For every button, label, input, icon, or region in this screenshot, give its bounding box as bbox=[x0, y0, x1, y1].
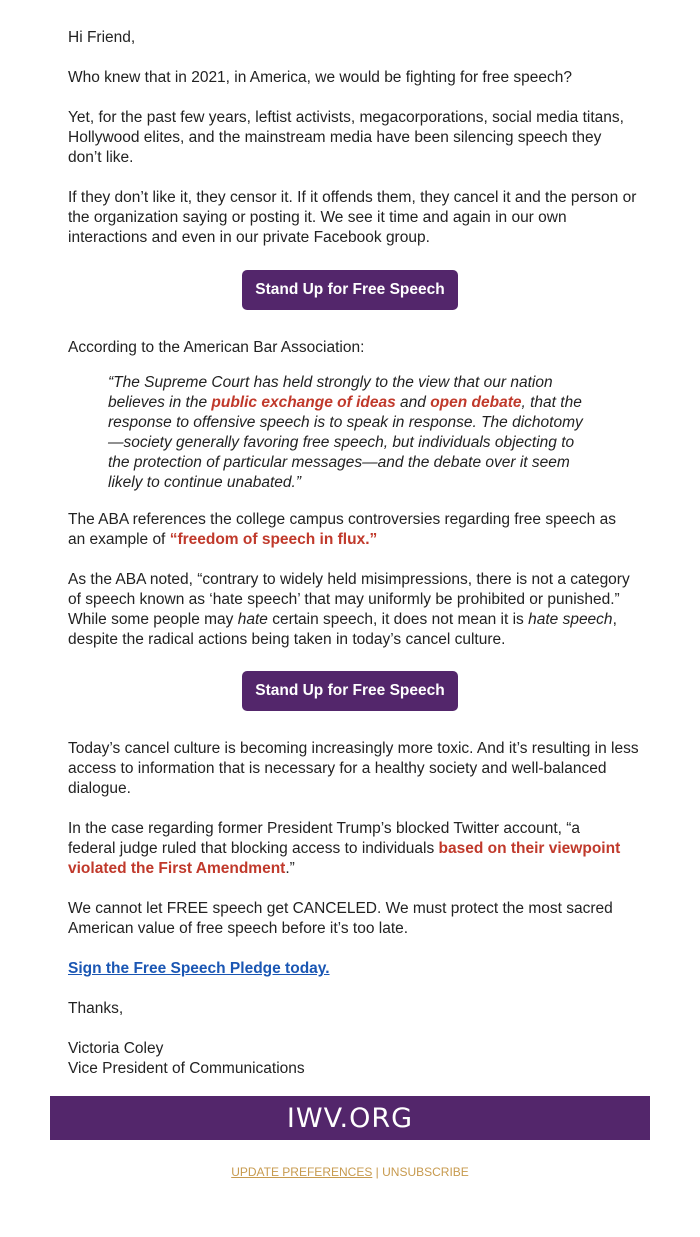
paragraph-text: In the case regarding former President Trump’s blocked Twitter account, “a federal judge ruled that blocking access to individuals bbox=[68, 820, 581, 857]
sender-name: Victoria Coley bbox=[68, 1040, 164, 1057]
sender-title: Vice President of Communications bbox=[68, 1060, 305, 1077]
paragraph-silencing: Yet, for the past few years, leftist activists, megacorporations, social media titans, Hollywood elites, and the mainstream media have been silencing speech they don’t like. bbox=[68, 109, 624, 166]
unsubscribe-link[interactable]: UNSUBSCRIBE bbox=[382, 1165, 469, 1179]
paragraph-cancel-culture: Today’s cancel culture is becoming increasingly more toxic. And it’s resulting in less access to information that is necessary for a healthy society and well-balanced dialogue. bbox=[68, 740, 639, 797]
paragraph-twitter bbox=[68, 819, 628, 879]
quote-text: , that the response to offensive speech is to speak in response. The dichotomy—society generally favoring free speech, but individuals objecting to the protection of particular messages—and the debate over it seem likely to continue unabated.” bbox=[108, 394, 583, 491]
quote-text: and bbox=[395, 394, 431, 411]
quote-text: “The Supreme Court has held strongly to the view that our nation believes in the bbox=[108, 374, 553, 411]
quote-highlight-public-exchange: public exchange of ideas bbox=[211, 394, 396, 411]
paragraph-campus bbox=[68, 510, 628, 550]
highlight-first-amendment: based on their viewpoint violated the First Amendment bbox=[68, 840, 621, 877]
signoff: Thanks, bbox=[68, 1000, 124, 1017]
paragraph-text: certain speech, it does not mean it is bbox=[267, 611, 529, 628]
stand-up-button-2[interactable]: Stand Up for Free Speech bbox=[242, 671, 457, 711]
paragraph-intro: Who knew that in 2021, in America, we would be fighting for free speech? bbox=[68, 69, 573, 86]
paragraph-hate-speech bbox=[68, 570, 643, 650]
footer-separator: | bbox=[372, 1165, 383, 1179]
footer-banner bbox=[50, 1096, 650, 1140]
highlight-flux: “freedom of speech in flux.” bbox=[169, 531, 378, 548]
footer-links bbox=[0, 1165, 700, 1179]
paragraph-text: As the ABA noted, “contrary to widely held misimpressions, there is not a category of speech known as ‘hate speech’ that may uniformly be prohibited or punished.” While some people may bbox=[68, 571, 630, 628]
emphasis-hate: hate bbox=[237, 611, 268, 628]
paragraph-text: , despite the radical actions being taken in today’s cancel culture. bbox=[68, 611, 617, 648]
update-preferences-link[interactable]: UPDATE PREFERENCES bbox=[231, 1165, 373, 1179]
cta-container bbox=[68, 270, 632, 310]
iwv-logo[interactable]: IWV.ORG bbox=[286, 1102, 414, 1134]
pledge-paragraph bbox=[68, 959, 648, 979]
aba-intro: According to the American Bar Association: bbox=[68, 339, 365, 356]
paragraph-canceled: We cannot let FREE speech get CANCELED. We must protect the most sacred American value of free speech before it’s too late. bbox=[68, 900, 613, 937]
paragraph-censor: If they don’t like it, they censor it. If it offends them, they cancel it and the person or the organization saying or posting it. We see it time and again in our own interactions and even in our private Facebook group. bbox=[68, 189, 637, 246]
greeting: Hi Friend, bbox=[68, 29, 136, 46]
paragraph-text: .” bbox=[285, 860, 295, 877]
stand-up-button[interactable]: Stand Up for Free Speech bbox=[242, 270, 457, 310]
quote-highlight-open-debate: open debate bbox=[430, 394, 522, 411]
emphasis-hate-speech: hate speech bbox=[528, 611, 613, 628]
aba-quote bbox=[108, 373, 588, 493]
pledge-link[interactable]: Sign the Free Speech Pledge today. bbox=[68, 960, 330, 977]
paragraph-text: The ABA references the college campus controversies regarding free speech as an example of bbox=[68, 511, 616, 548]
cta-container bbox=[68, 671, 632, 711]
